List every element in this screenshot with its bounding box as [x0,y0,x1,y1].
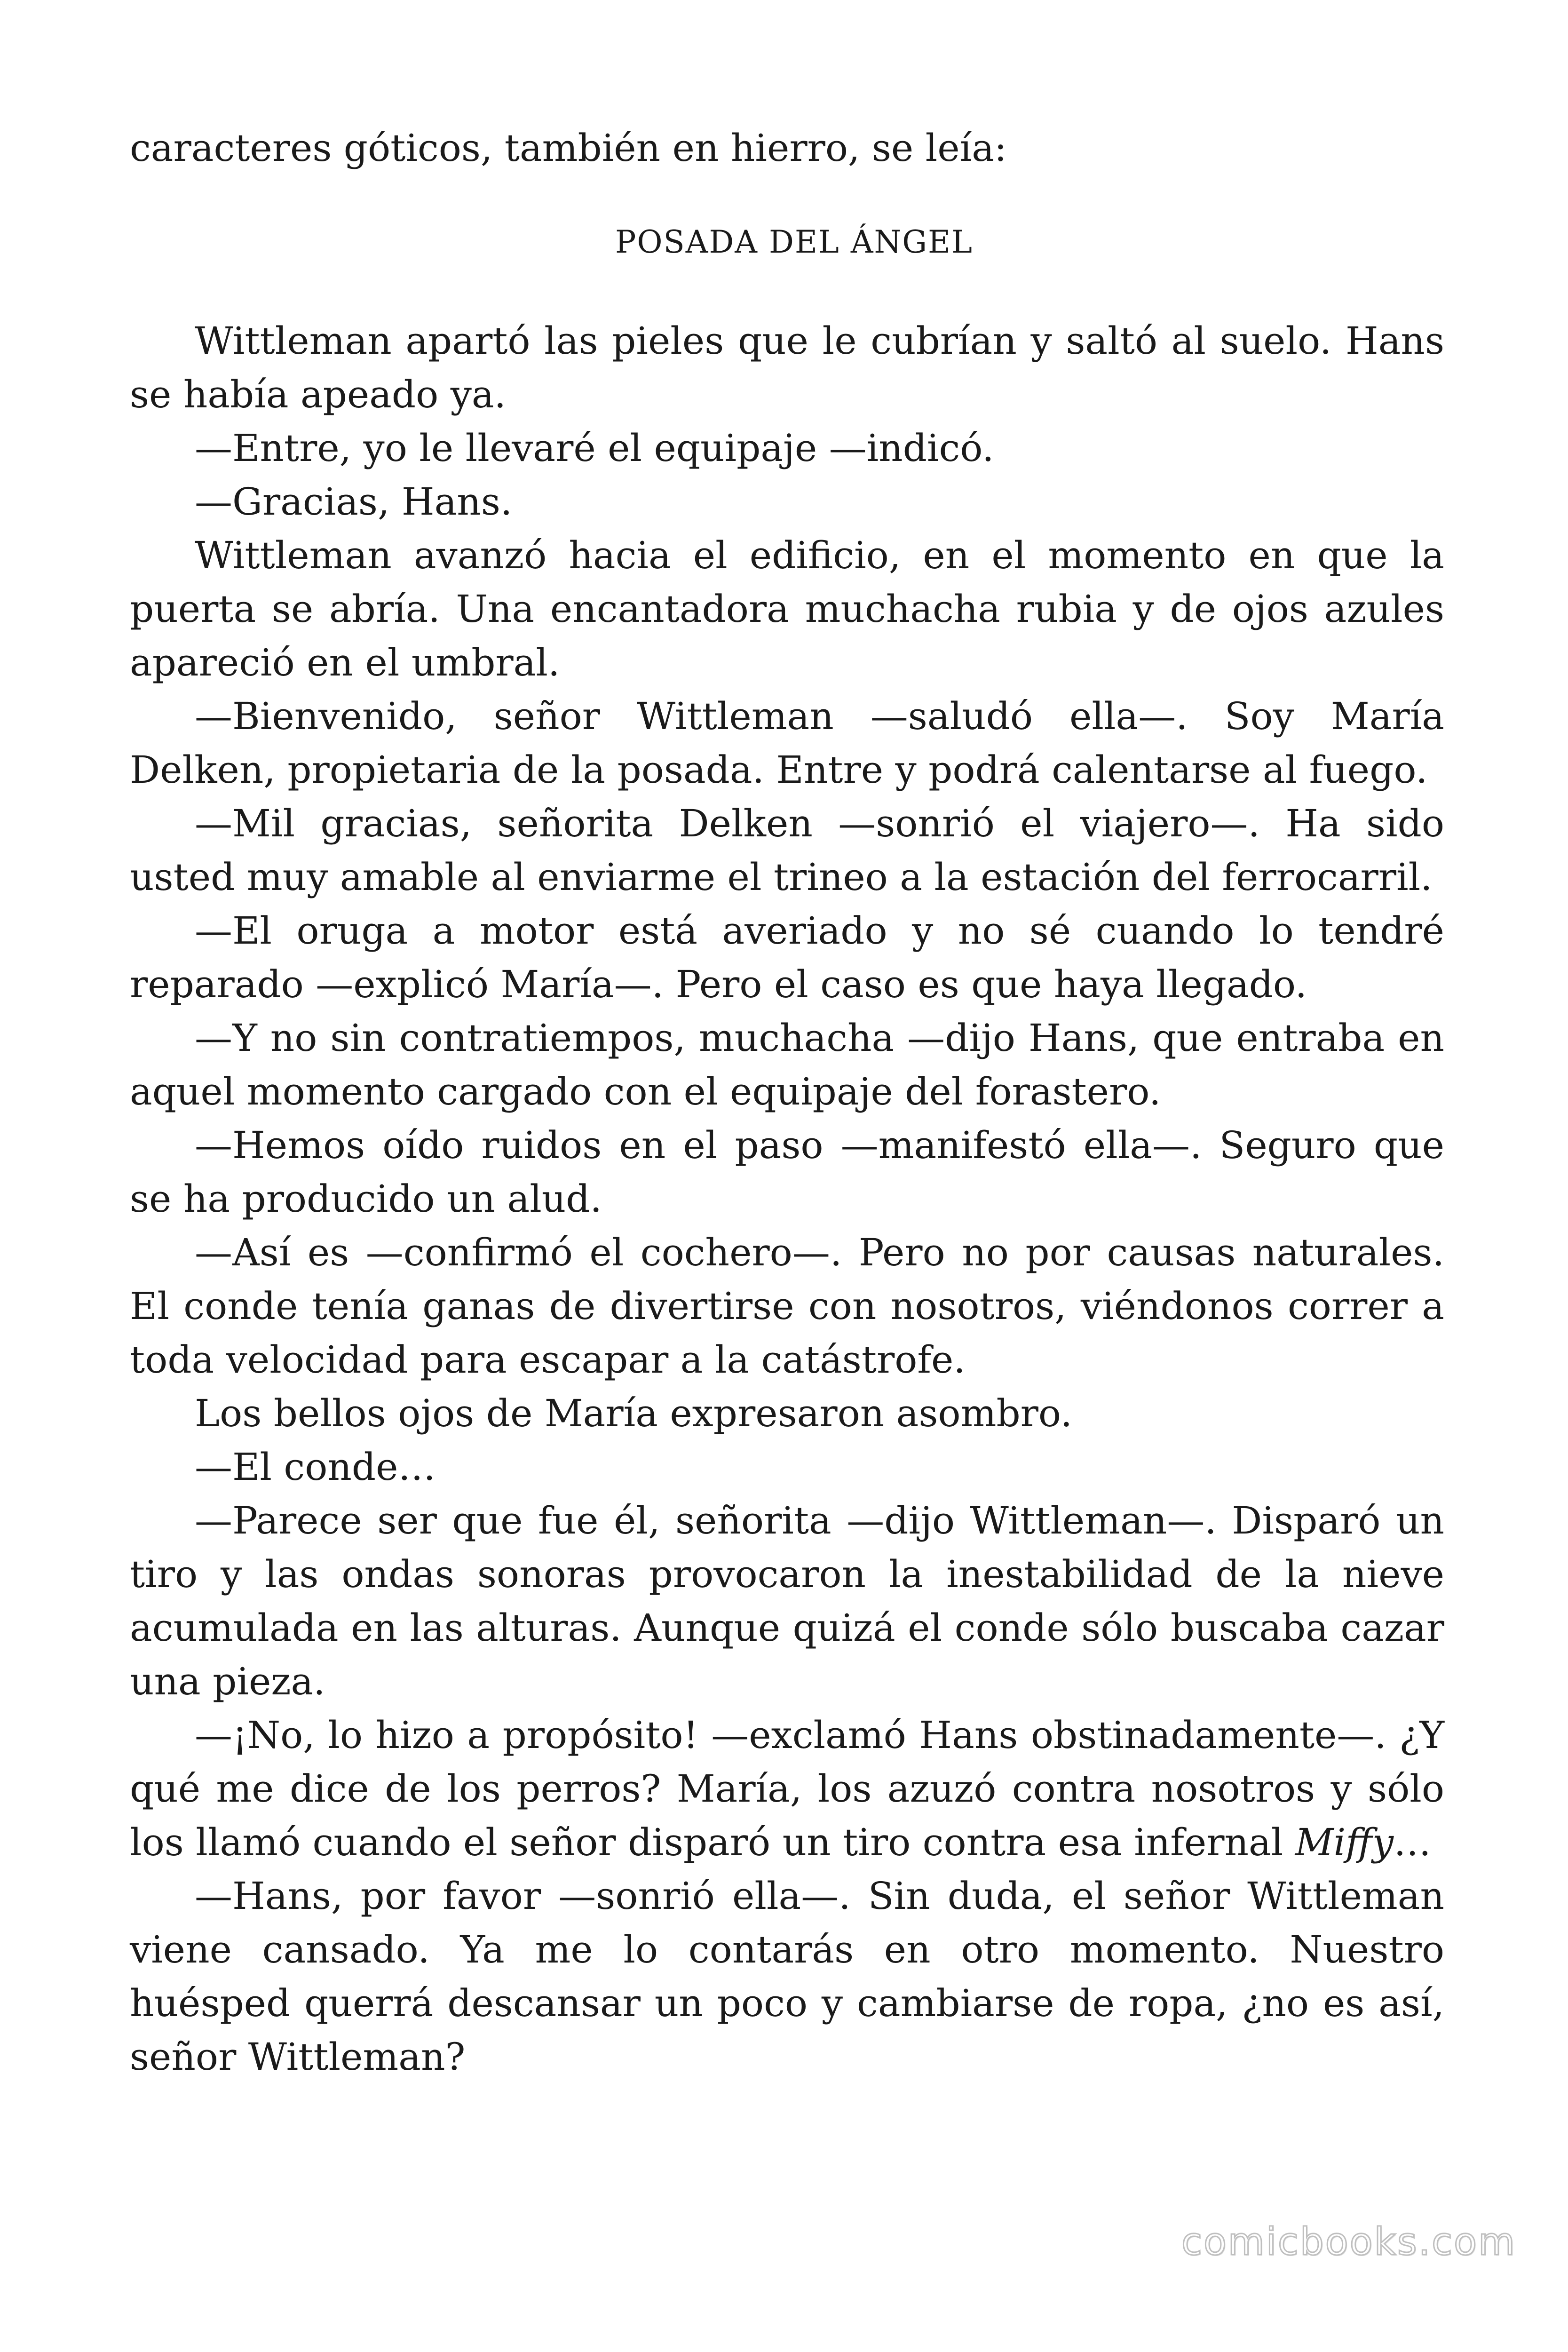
paragraph-continuation: caracteres góticos, también en hierro, se leía: [130,126,1007,170]
italic-name-miffy: Miffy [1295,1820,1394,1864]
site-watermark: comicbooks.com [1181,2220,1516,2264]
dialogue-line: —Bienvenido, señor Wittleman —saludó ella—. Soy María Delken, propietaria de la posada. Entre y podrá calentarse al fuego. [130,694,1444,792]
paragraph: Wittleman apartó las pieles que le cubrían y saltó al suelo. Hans se había apeado ya. [130,319,1444,416]
dialogue-line: —Así es —confirmó el cochero—. Pero no por causas naturales. El conde tenía ganas de divertirse con nosotros, viéndonos correr a toda velocidad para escapar a la catástrofe. [130,1231,1444,1382]
dialogue-line: —Mil gracias, señorita Delken —sonrió el viajero—. Ha sido usted muy amable al enviarme el trineo a la estación del ferrocarril. [130,802,1444,899]
dialogue-line: —Gracias, Hans. [195,480,513,524]
paragraph: Los bellos ojos de María expresaron asombro. [195,1391,1073,1435]
dialogue-line: —Y no sin contratiempos, muchacha —dijo Hans, que entraba en aquel momento cargado con el equipaje del forastero. [130,1016,1444,1113]
dialogue-line: —El oruga a motor está averiado y no sé cuando lo tendré reparado —explicó María—. Pero el caso es que haya llegado. [130,909,1444,1006]
paragraph: Wittleman avanzó hacia el edificio, en el momento en que la puerta se abría. Una encantadora muchacha rubia y de ojos azules apareció en el umbral. [130,533,1444,684]
dialogue-line: —Hans, por favor —sonrió ella—. Sin duda, el señor Wittleman viene cansado. Ya me lo contarás en otro momento. Nuestro huésped querrá descansar un poco y cambiarse de ropa, ¿no es así, señor Wittleman? [130,1874,1444,2079]
dialogue-line: —Parece ser que fue él, señorita —dijo Wittleman—. Disparó un tiro y las ondas sonoras provocaron la inestabilidad de la nieve acumulada en las alturas. Aunque quizá el conde sólo buscaba cazar una pieza. [130,1499,1444,1703]
dialogue-line: —Entre, yo le llevaré el equipaje —indicó. [195,426,994,470]
dialogue-line: —Hemos oído ruidos en el paso —manifestó ella—. Seguro que se ha producido un alud. [130,1123,1444,1221]
ellipsis: … [1394,1820,1432,1864]
dialogue-line [130,1708,1444,1869]
dialogue-line: —El conde… [195,1445,436,1489]
dialogue-text: —¡No, lo hizo a propósito! —exclamó Hans obstinadamente—. ¿Y qué me dice de los perros? María, los azuzó contra nosotros y sólo los llamó cuando el señor disparó un tiro contra esa infernal [130,1713,1444,1864]
inn-sign-heading: POSADA DEL ÁNGEL [615,224,973,260]
page-body-text [130,121,1444,2084]
